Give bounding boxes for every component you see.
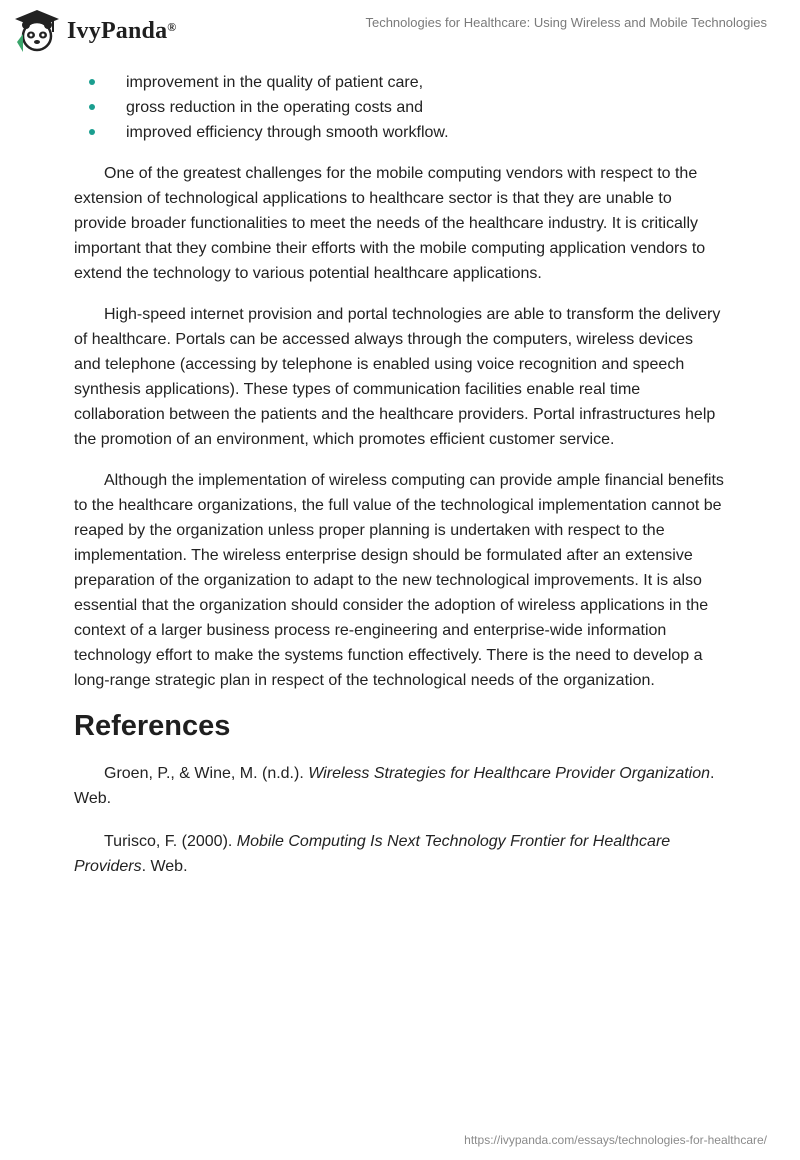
brand-name: IvyPanda® xyxy=(67,17,177,44)
list-item: improved efficiency through smooth workflow. xyxy=(74,120,724,145)
panda-graduate-icon xyxy=(13,8,61,54)
paragraph: Although the implementation of wireless computing can provide ample financial benefits to the healthcare organizations, the full value of the technological implementation cannot be reaped by the organization unless proper planning is undertaken with respect to the implementation. The wireless enterprise design should be formulated after an extensive preparation of the organization to adapt to the new technological improvements. It is also essential that the organization should consider the adoption of wireless applications in the context of a larger business process re-engineering and enterprise-wide information technology effort to make the systems function effectively. There is the need to develop a long-range strategic plan in respect of the technological needs of the organization. xyxy=(74,472,724,689)
bullet-icon xyxy=(89,104,95,110)
benefits-list xyxy=(74,70,724,145)
document-title: Technologies for Healthcare: Using Wireless and Mobile Technologies xyxy=(365,15,767,30)
paragraph: High-speed internet provision and portal technologies are able to transform the delivery of healthcare. Portals can be accessed always through the computers, wireless devices and telephone (accessing by telephone is enabled using voice recognition and speech synthesis applications). These types of communication facilities enable real time collaboration between the patients and the healthcare providers. Portal infrastructures help the promotion of an environment, which promotes efficient customer service. xyxy=(74,306,721,448)
list-item: gross reduction in the operating costs and xyxy=(74,95,724,120)
reference-item: Turisco, F. (2000). Mobile Computing Is Next Technology Frontier for Healthcare Providers. Web. xyxy=(74,833,671,875)
bullet-icon xyxy=(89,79,95,85)
article-body xyxy=(74,70,724,897)
list-item: improvement in the quality of patient care, xyxy=(74,70,724,95)
references-heading: References xyxy=(74,710,231,742)
source-url-link[interactable]: https://ivypanda.com/essays/technologies-for-healthcare/ xyxy=(464,1133,767,1147)
bullet-icon xyxy=(89,129,95,135)
ivypanda-logo[interactable] xyxy=(13,8,176,54)
paragraph: One of the greatest challenges for the mobile computing vendors with respect to the extension of technological applications to healthcare sector is that they are unable to provide broader functionalities to meet the needs of the healthcare industry. It is critically important that they combine their efforts with the mobile computing application vendors to extend the technology to various potential healthcare applications. xyxy=(74,165,706,282)
reference-item: Groen, P., & Wine, M. (n.d.). Wireless Strategies for Healthcare Provider Organization. Web. xyxy=(74,765,715,807)
